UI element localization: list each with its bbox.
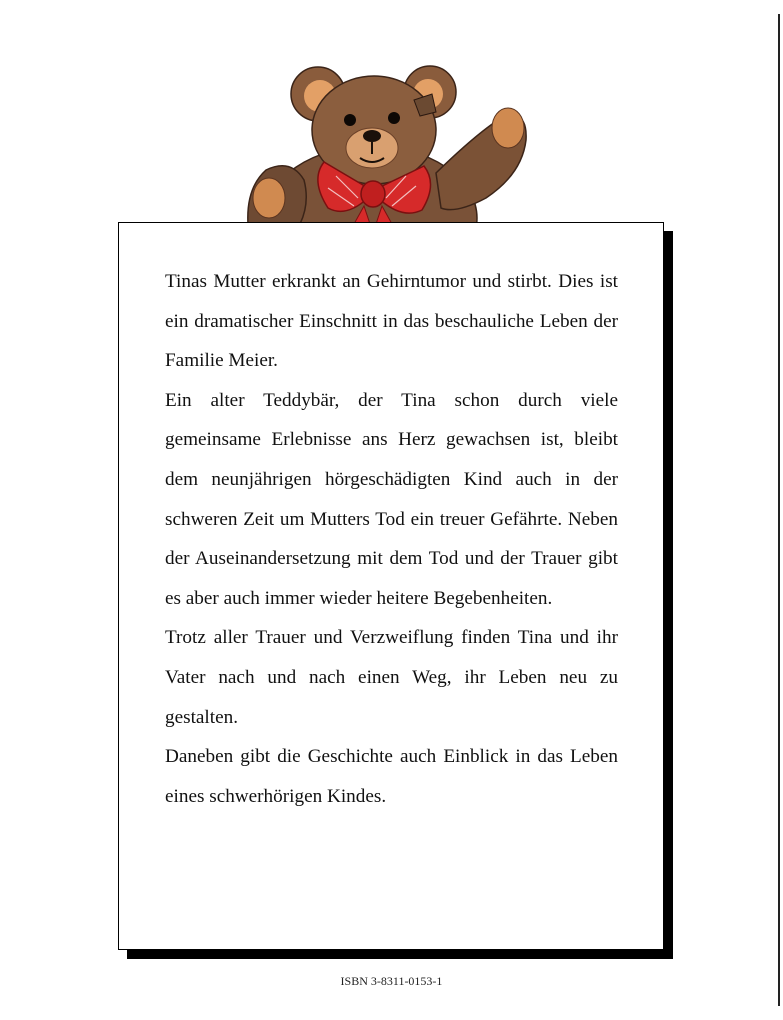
right-border-line — [778, 14, 780, 1006]
paragraph-insight: Daneben gibt die Geschichte auch Einblick in das Leben eines schwerhörigen Kindes. — [165, 746, 618, 807]
paragraph-recovery: Trotz aller Trauer und Verzweiflung finden Tina und ihr Vater nach und nach einen Weg, ihr Leben neu zu gestalten. — [165, 627, 618, 728]
paragraph-teddy: Ein alter Teddybär, der Tina schon durch viele gemeinsame Erlebnisse ans Herz gewachsen ist, bleibt dem neunjährigen hörgeschädigten Kind auch in der schweren Zeit um Mutters Tod ein treuer Gefährte. Neben der Auseinandersetzung mit dem Tod und der Trauer gibt es aber auch immer wieder heitere Begebenheiten. — [165, 389, 618, 609]
isbn-label: ISBN 3-8311-0153-1 — [340, 974, 443, 988]
paragraph-intro: Tinas Mutter erkrankt an Gehirntumor und stirbt. Dies ist ein dramatischer Einschnitt in das beschauliche Leben der Familie Meier. — [165, 271, 618, 372]
blurb-text — [165, 262, 618, 816]
teddy-bear-illustration — [236, 58, 532, 224]
